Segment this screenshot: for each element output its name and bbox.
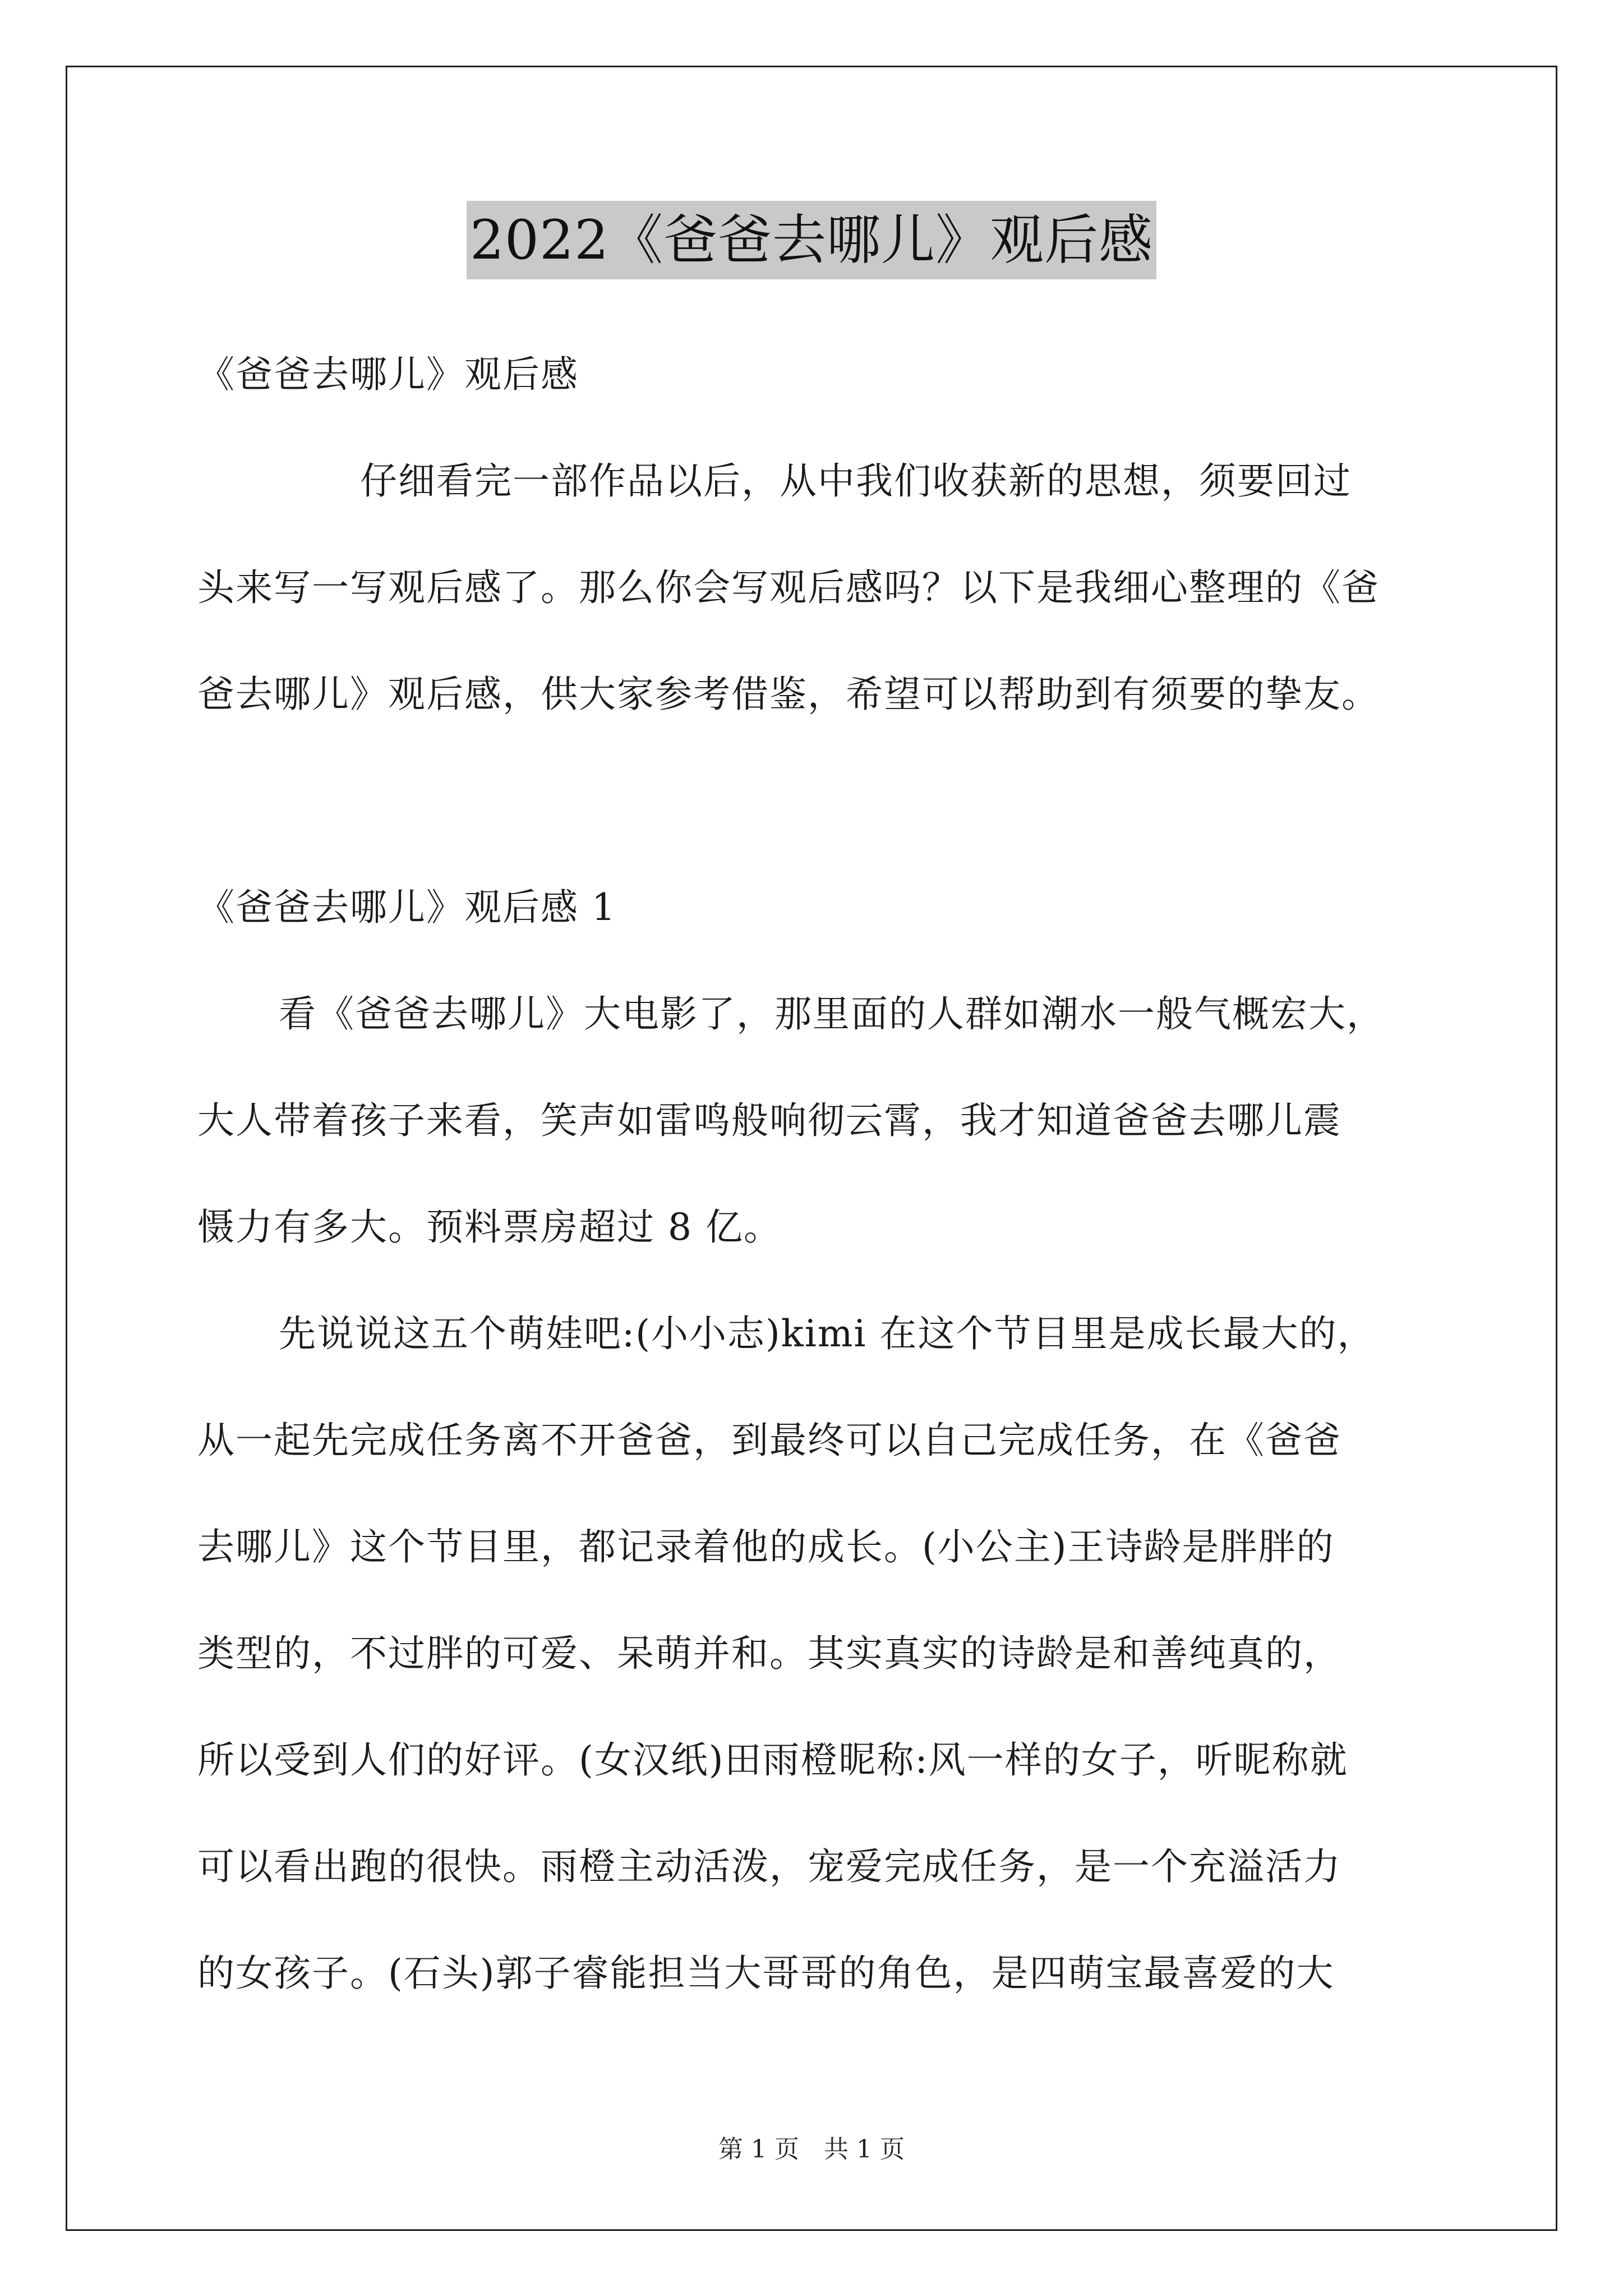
paragraph-2-line-5: 所以受到人们的好评。(女汉纸)田雨橙昵称:风一样的女子，听昵称就: [197, 1738, 1348, 1782]
paragraph-2-line-3: 去哪儿》这个节目里，都记录着他的成长。(小公主)王诗龄是胖胖的: [197, 1525, 1335, 1568]
paragraph-2-line-6: 可以看出跑的很快。雨橙主动活泼，宠爱完成任务，是一个充溢活力: [197, 1845, 1341, 1888]
title-container: [0, 201, 1623, 279]
paragraph-2-line-2: 从一起先完成任务离不开爸爸，到最终可以自己完成任务，在《爸爸: [197, 1419, 1341, 1462]
section-heading-1: 《爸爸去哪儿》观后感 1: [197, 886, 616, 929]
paragraph-1-line-3: 慑力有多大。预料票房超过 8 亿。: [197, 1205, 782, 1249]
paragraph-1-line-1: 看《爸爸去哪儿》大电影了，那里面的人群如潮水一般气概宏大，: [279, 992, 1385, 1036]
paragraph-1-line-2: 大人带着孩子来看，笑声如雷鸣般响彻云霄，我才知道爸爸去哪儿震: [197, 1099, 1341, 1142]
intro-line-3: 爸去哪儿》观后感，供大家参考借鉴，希望可以帮助到有须要的挚友。: [197, 673, 1380, 716]
document-title: 2022《爸爸去哪儿》观后感: [467, 201, 1156, 279]
paragraph-2-line-4: 类型的，不过胖的可爱、呆萌并和。其实真实的诗龄是和善纯真的，: [197, 1632, 1341, 1675]
subtitle-heading: 《爸爸去哪儿》观后感: [197, 353, 579, 396]
paragraph-2-line-1: 先说说这五个萌娃吧:(小小志)kimi 在这个节目里是成长最大的，: [279, 1312, 1376, 1355]
intro-line-1: 仔细看完一部作品以后，从中我们收获新的思想，须要回过: [360, 459, 1352, 503]
page-footer: 第 1 页 共 1 页: [718, 2135, 905, 2164]
intro-line-2: 头来写一写观后感了。那么你会写观后感吗？以下是我细心整理的《爸: [197, 566, 1380, 609]
paragraph-2-line-7: 的女孩子。(石头)郭子睿能担当大哥哥的角色，是四萌宝最喜爱的大: [197, 1952, 1335, 1995]
